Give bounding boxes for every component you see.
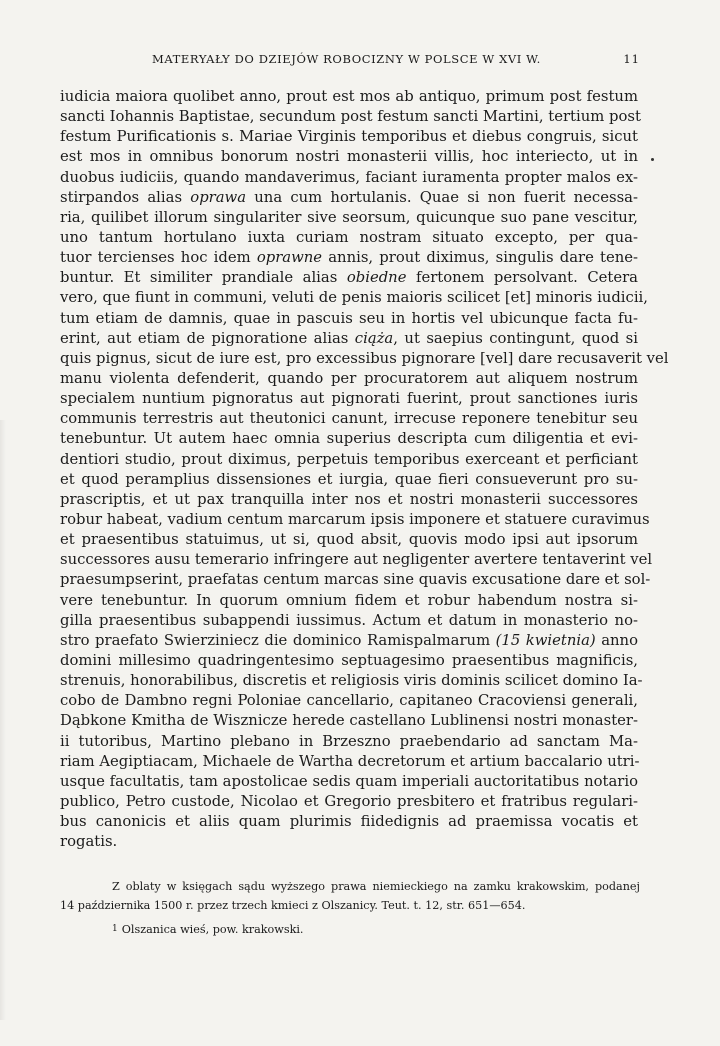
text-line: cobo de Dambno regni Poloniae cancellario, capitaneo Cracoviensi generali, (60, 692, 638, 710)
text-line: gilla praesentibus subappendi iussimus. Actum et datum in monasterio no- (60, 611, 638, 629)
text-line: erint, aut etiam de pignoratione alias ciąża, ut saepius contingunt, quod si (60, 329, 638, 347)
text-line: uno tantum hortulano iuxta curiam nostram situato excepto, per qua- (60, 228, 638, 246)
text-line: tuor tercienses hoc idem oprawne annis, prout diximus, singulis dare tene- (60, 249, 638, 267)
text-line: et praesentibus statuimus, ut si, quod absit, quovis modo ipsi aut ipsorum (60, 531, 638, 549)
text-line: praesumpserint, praefatas centum marcas sine quavis excusatione dare et sol- (60, 571, 651, 589)
text-line: buntur. Et similiter prandiale alias obiedne fertonem persolvant. Cetera (60, 269, 638, 287)
text-line: iudicia maiora quolibet anno, prout est mos ab antiquo, primum post festum (60, 88, 638, 105)
scan-edge-shadow (0, 420, 6, 1020)
page-header (60, 52, 640, 72)
text-line: specialem nuntium pignoratus aut pignorati fuerint, prout sanctiones iuris (60, 390, 638, 408)
footnote-marker: 1 (112, 924, 118, 934)
text-line: sancti Iohannis Baptistae, secundum post festum sancti Martini, tertium post (60, 108, 641, 126)
text-line: vero, que fiunt in communi, veluti de penis maioris scilicet [et] minoris iudicii, (60, 289, 648, 307)
text-line: Dąbkone Kmitha de Wisznicze herede castellano Lublinensi nostri monaster- (60, 712, 638, 730)
text-line: quis pignus, sicut de iure est, pro excessibus pignorare [vel] dare recusaverit vel (60, 349, 669, 367)
text-line: bus canonicis et aliis quam plurimis fiidedignis ad praemissa vocatis et (60, 813, 638, 831)
source-note-line: Z oblaty w księgach sądu wyższego prawa niemieckiego na zamku krakowskim, podanej (112, 880, 640, 893)
text-line: riam Aegiptiacam, Michaele de Wartha decretorum et artium baccalario utri- (60, 752, 640, 770)
document-body (60, 87, 669, 852)
footnote (60, 921, 640, 938)
source-note-line: 14 października 1500 r. przez trzech kmieci z Olszanicy. Teut. t. 12, str. 651—654. (60, 899, 526, 912)
text-line: festum Purificationis s. Mariae Virginis temporibus et diebus congruis, sicut (60, 128, 638, 146)
text-line: robur habeat, vadium centum marcarum ipsis imponere et statuere curavimus (60, 510, 650, 528)
running-head: MATERYAŁY DO DZIEJÓW ROBOCIZNY W POLSCE W XVI W. (152, 52, 541, 66)
text-line: stro praefato Swierziniecz die dominico Ramispalmarum (15 kwietnia) anno (60, 631, 638, 649)
text-line: vere tenebuntur. In quorum omnium fidem et robur habendum nostra si- (60, 591, 638, 609)
text-line: communis terrestris aut theutonici canunt, irrecuse reponere tenebitur seu (60, 410, 638, 428)
text-line: duobus iudiciis, quando mandaverimus, faciant iuramenta propter malos ex- (60, 168, 638, 186)
source-note (60, 877, 640, 915)
text-line: strenuis, honorabilibus, discretis et religiosis viris dominis scilicet domino Ia- (60, 672, 643, 690)
footnote-text: Olszanica wieś, pow. krakowski. (121, 923, 304, 936)
text-line: publico, Petro custode, Nicolao et Gregorio presbitero et fratribus regulari- (60, 792, 638, 810)
text-line: tum etiam de damnis, quae in pascuis seu in hortis vel ubicunque facta fu- (60, 309, 638, 327)
text-line: dentiori studio, prout diximus, perpetuis temporibus exerceant et perficiant (60, 450, 638, 468)
text-line: ii tutoribus, Martino plebano in Brzeszno praebendario ad sanctam Ma- (60, 732, 638, 750)
text-line: rogatis. (60, 833, 118, 851)
text-line: ria, quilibet illorum singulariter sive seorsum, quicunque suo pane vescitur, (60, 208, 638, 226)
text-line: domini millesimo quadringentesimo septuagesimo praesentibus magnificis, (60, 651, 638, 669)
text-line: prascriptis, et ut pax tranquilla inter nos et nostri monasterii successores (60, 490, 638, 508)
text-line: est mos in omnibus bonorum nostri monasterii villis, hoc interiecto, ut in (60, 148, 638, 166)
text-line: successores ausu temerario infringere aut negligenter avertere tentaverint vel (60, 551, 653, 569)
text-line: tenebuntur. Ut autem haec omnia superius descripta cum diligentia et evi- (60, 430, 638, 448)
text-line: et quod peramplius dissensiones et iurgia, quae fieri consueverunt pro su- (60, 470, 638, 488)
margin-mark (651, 158, 654, 161)
page-number: 11 (623, 52, 640, 66)
text-line: stirpandos alias oprawa una cum hortulanis. Quae si non fuerit necessa- (60, 188, 638, 206)
text-line: manu violenta defenderit, quando per procuratorem aut aliquem nostrum (60, 369, 638, 387)
text-line: usque facultatis, tam apostolicae sedis quam imperiali auctoritatibus notario (60, 772, 638, 790)
